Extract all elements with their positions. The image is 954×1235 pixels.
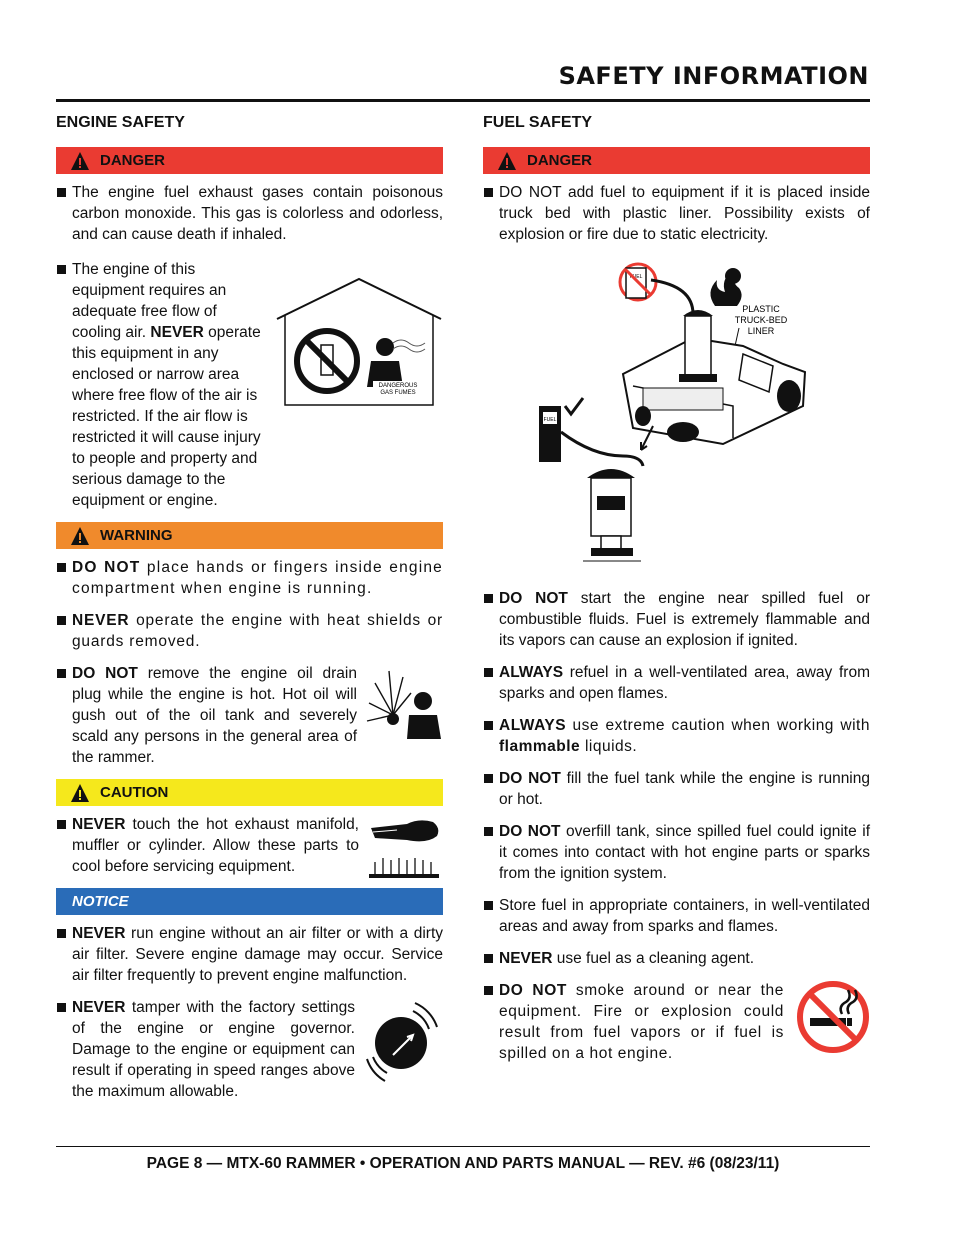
danger-label: DANGER <box>527 152 593 169</box>
warning-triangle-icon <box>70 783 90 803</box>
list-item: NEVER run engine without an air filter or with a dirty air filter. Severe engine damage may occur. Service air filter frequently to prevent engine malfunction. <box>56 923 443 986</box>
danger-label: DANGER <box>100 152 166 169</box>
list-item: Store fuel in appropriate containers, in well-ventilated areas and away from sparks and flames. <box>483 895 870 937</box>
list-item: The engine of this equipment requires an adequate free flow of cooling air. NEVER operate this equipment in any enclosed or narrow area where free flow of the air is restricted. If the air flow is restricted it will cause injury to people and property and serious damage to the equipment or engine. <box>56 259 262 511</box>
list-item: ALWAYS use extreme caution when working with flammable liquids. <box>483 715 870 757</box>
svg-text:FUEL: FUEL <box>543 417 557 423</box>
list-item: DO NOT overfill tank, since spilled fuel could ignite if it comes into contact with hot engine parts or sparks from the ignition system. <box>483 821 870 884</box>
title-rule <box>56 99 870 102</box>
list-item: NEVER touch the hot exhaust manifold, muffler or cylinder. Allow these parts to cool before servicing equipment. <box>56 814 359 877</box>
hot-oil-spray-icon <box>363 663 443 739</box>
list-item: DO NOT smoke around or near the equipment. Fire or explosion could result from fuel vapors or if fuel is spilled on a hot engine. <box>483 980 784 1064</box>
caution-label: CAUTION <box>100 784 169 801</box>
enclosed-area-illustration <box>275 277 443 407</box>
danger-banner <box>483 147 870 174</box>
list-item: NEVER use fuel as a cleaning agent. <box>483 948 870 969</box>
gas-fumes-caption: DANGEROUS <box>378 383 418 389</box>
list-item: DO NOT start the engine near spilled fuel or combustible fluids. Fuel is extremely flammable and its vapors can cause an explosion if ignited. <box>483 588 870 651</box>
page-footer: PAGE 8 — MTX-60 RAMMER • OPERATION AND PARTS MANUAL — REV. #6 (08/23/11) <box>146 1155 780 1172</box>
engine-safety-heading: ENGINE SAFETY <box>56 114 185 131</box>
list-item: DO NOT remove the engine oil drain plug while the engine is hot. Hot oil will gush out of the oil tank and severely scald any persons in the general area of the rammer. <box>56 663 357 768</box>
svg-text:FUEL: FUEL <box>629 274 643 280</box>
no-smoking-icon <box>796 980 870 1054</box>
list-item: The engine fuel exhaust gases contain poisonous carbon monoxide. This gas is colorless and odorless, and can cause death if inhaled. <box>56 182 443 245</box>
list-item: ALWAYS refuel in a well-ventilated area, away from sparks and open flames. <box>483 662 870 704</box>
fuel-safety-heading: FUEL SAFETY <box>483 114 593 131</box>
truck-refuel-illustration <box>483 256 870 574</box>
page-title: SAFETY INFORMATION <box>558 62 869 90</box>
fuel-safety-column <box>483 112 870 1075</box>
list-item: DO NOT add fuel to equipment if it is placed inside truck bed with plastic liner. Possibility exists of explosion or fire due to static electricity. <box>483 182 870 245</box>
footer-rule <box>56 1146 870 1147</box>
warning-label: WARNING <box>100 527 173 544</box>
list-item: DO NOT fill the fuel tank while the engine is running or hot. <box>483 768 870 810</box>
caution-banner <box>56 779 443 806</box>
svg-text:GAS FUMES: GAS FUMES <box>380 390 416 396</box>
notice-banner <box>56 888 443 915</box>
svg-text:TRUCK-BED: TRUCK-BED <box>734 315 788 325</box>
list-item: NEVER operate the engine with heat shields or guards removed. <box>56 610 443 652</box>
hot-surface-hand-icon <box>367 814 443 880</box>
svg-text:LINER: LINER <box>747 326 775 336</box>
warning-triangle-icon <box>70 526 90 546</box>
warning-triangle-icon <box>497 151 517 171</box>
liner-label: PLASTIC <box>742 304 780 314</box>
engine-safety-column <box>56 112 443 1113</box>
warning-triangle-icon <box>70 151 90 171</box>
governor-speed-icon <box>363 997 443 1083</box>
list-item: NEVER tamper with the factory settings of the engine or engine governor. Damage to the engine or equipment can result if operating in speed ranges above the maximum allowable. <box>56 997 355 1102</box>
danger-banner <box>56 147 443 174</box>
list-item: DO NOT place hands or fingers inside engine compartment when engine is running. <box>56 557 443 599</box>
notice-label: NOTICE <box>72 893 129 910</box>
warning-banner <box>56 522 443 549</box>
